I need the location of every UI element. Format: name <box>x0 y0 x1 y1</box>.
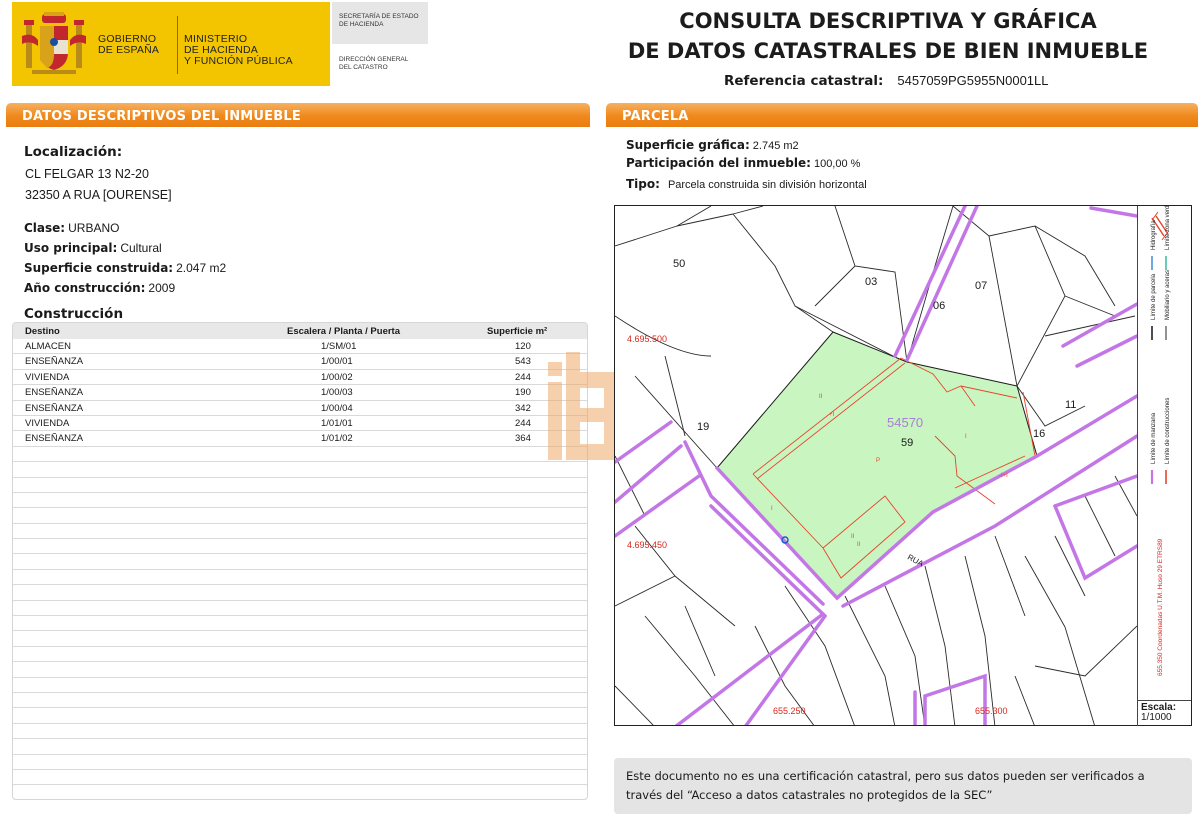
map-scale <box>1137 700 1191 726</box>
cell-destino: ENSEÑANZA <box>25 433 84 445</box>
disclaimer-line-1: Este documento no es una certificación catastral, pero sus datos pueden ser verificados a <box>626 769 1145 783</box>
table-row <box>13 739 587 754</box>
superficie-value: 2.047 m2 <box>176 261 227 275</box>
table-row <box>13 447 587 462</box>
table-row <box>13 708 587 723</box>
cell-escalera: 1/00/01 <box>321 356 353 368</box>
cell-escalera: 1/00/03 <box>321 387 353 399</box>
cell-escalera: 1/SM/01 <box>321 341 357 352</box>
gobierno-text: GOBIERNO DE ESPAÑA <box>98 33 160 56</box>
legend-canvas <box>1138 206 1192 704</box>
section-title: DATOS DESCRIPTIVOS DEL INMUEBLE <box>22 109 301 124</box>
coord-x-2: 655.300 <box>975 706 1008 716</box>
cell-destino: ALMACEN <box>25 341 71 352</box>
section-parcela <box>606 103 1198 131</box>
map-label-07: 07 <box>975 280 988 292</box>
street-label: RUA <box>905 552 926 569</box>
table-row <box>13 693 587 708</box>
bld-label-i-1: I <box>771 506 773 512</box>
header-escalera: Escalera / Planta / Puerta <box>287 326 401 337</box>
bld-label-i-2: I <box>965 434 967 440</box>
map-legend <box>1137 206 1191 704</box>
cell-escalera: 1/00/02 <box>321 371 353 383</box>
cell-superficie: 244 <box>515 417 531 429</box>
bld-label-ii-3: II <box>851 534 855 540</box>
disclaimer-box <box>614 758 1192 814</box>
legend-limite-construcciones: Límite de construcciones <box>1165 397 1171 464</box>
coord-y-1: 4.695.500 <box>627 334 668 344</box>
coord-x-1: 655.250 <box>773 706 806 716</box>
cell-superficie: 543 <box>515 356 531 368</box>
table-row <box>13 785 587 800</box>
table-row <box>13 616 587 631</box>
table-row <box>13 554 587 569</box>
construction-table <box>12 322 588 800</box>
section-datos-descriptivos <box>6 103 590 131</box>
table-row <box>13 601 587 616</box>
header-destino: Destino <box>25 326 60 337</box>
anio-value: 2009 <box>148 281 176 295</box>
cell-escalera: 1/01/02 <box>321 433 353 445</box>
table-row <box>13 416 587 431</box>
cell-superficie: 120 <box>515 341 531 352</box>
address-line-1: CL FELGAR 13 N2-20 <box>25 167 149 181</box>
table-row <box>13 478 587 493</box>
table-row <box>13 370 587 385</box>
map-label-03: 03 <box>865 276 878 288</box>
coord-y-2: 4.695.450 <box>627 540 668 550</box>
parcel-code-label: 54570 <box>887 415 924 430</box>
gobierno-logo-block <box>12 2 330 86</box>
tipo-row: Tipo: Parcela construida sin división horizontal <box>626 177 867 191</box>
cell-superficie: 190 <box>515 387 531 399</box>
bld-label-ii-1: II <box>819 394 823 400</box>
table-row <box>13 724 587 739</box>
table-row <box>13 339 587 354</box>
map-label-16: 16 <box>1033 428 1046 440</box>
table-row <box>13 385 587 400</box>
cell-escalera: 1/01/01 <box>321 417 353 429</box>
address-line-2: 32350 A RUA [OURENSE] <box>25 188 172 202</box>
table-row <box>13 401 587 416</box>
table-row <box>13 647 587 662</box>
table-header <box>13 323 587 339</box>
header-superficie: Superficie m² <box>487 326 548 337</box>
table-row <box>13 770 587 785</box>
table-row <box>13 678 587 693</box>
table-row <box>13 462 587 477</box>
cell-destino: ENSEÑANZA <box>25 356 84 368</box>
superficie-grafica-value: 2.745 m2 <box>752 140 799 152</box>
bld-label-p: P <box>876 458 881 464</box>
cell-escalera: 1/00/04 <box>321 402 353 414</box>
legend-limite-parcela: Límite de parcela <box>1151 273 1157 320</box>
map-label-06: 06 <box>933 300 946 312</box>
tipo-value: Parcela construida sin división horizontal <box>667 179 867 191</box>
table-row <box>13 539 587 554</box>
cell-superficie: 342 <box>515 402 531 414</box>
participacion-row: Participación del inmueble: 100,00 % <box>626 156 861 170</box>
secretaria-block <box>332 2 428 44</box>
legend-coordenadas: 655.350 Coordenadas U.T.M. Huso 29 ETRS89 <box>1157 538 1164 676</box>
cell-superficie: 244 <box>515 371 531 383</box>
referencia-label: Referencia catastral: <box>724 73 884 89</box>
clase-row: Clase: URBANO <box>24 221 120 235</box>
table-row <box>13 585 587 600</box>
section-title: PARCELA <box>622 109 689 124</box>
scale-label: Escala: <box>1141 702 1177 713</box>
cell-destino: ENSEÑANZA <box>25 402 84 414</box>
table-row <box>13 631 587 646</box>
scale-value: 1/1000 <box>1141 712 1172 723</box>
cell-superficie: 364 <box>515 433 531 445</box>
localizacion-label: Localización: <box>24 144 123 160</box>
cell-destino: ENSEÑANZA <box>25 387 84 399</box>
secretaria-text: SECRETARÍA DE ESTADO DE HACIENDA <box>339 13 419 28</box>
bld-label-ii-2: II <box>857 542 861 548</box>
direccion-text: DIRECCIÓN GENERAL DEL CATASTRO <box>339 56 409 71</box>
map-label-19: 19 <box>697 421 710 433</box>
clase-value: URBANO <box>68 221 120 235</box>
map-label-11: 11 <box>1065 399 1077 411</box>
spain-coat-of-arms-icon <box>20 10 88 80</box>
participacion-value: 100,00 % <box>813 158 861 170</box>
uso-row: Uso principal: Cultural <box>24 241 162 255</box>
referencia-value: 5457059PG5955N0001LL <box>897 73 1049 88</box>
disclaimer-line-2: través del “Acceso a datos catastrales no protegidos de la SEC” <box>626 788 993 802</box>
anio-row: Año construcción: 2009 <box>24 281 176 295</box>
table-row <box>13 662 587 677</box>
uso-value: Cultural <box>120 241 162 255</box>
table-row <box>13 524 587 539</box>
table-row <box>13 755 587 770</box>
superficie-row: Superficie construida: 2.047 m2 <box>24 261 227 275</box>
map-label-50: 50 <box>673 258 686 270</box>
table-row <box>13 354 587 369</box>
table-row <box>13 570 587 585</box>
cadastral-map[interactable] <box>614 205 1192 726</box>
referencia-catastral <box>724 72 1049 89</box>
legend-zona-verde: Límite zona verde <box>1165 206 1171 250</box>
bld-label-hi2: +I <box>829 412 835 418</box>
legend-limite-manzana: Límite de manzana <box>1151 412 1157 464</box>
page-title: CONSULTA DESCRIPTIVA Y GRÁFICA DE DATOS CATASTRALES DE BIEN INMUEBLE <box>627 9 1149 63</box>
logo-divider <box>177 16 178 74</box>
legend-mobiliario: Mobiliario y aceras <box>1165 269 1171 320</box>
cell-destino: VIVIENDA <box>25 371 70 383</box>
table-row <box>13 431 587 446</box>
table-row <box>13 508 587 523</box>
superficie-grafica-row: Superficie gráfica: 2.745 m2 <box>626 138 799 152</box>
map-label-59: 59 <box>901 437 914 449</box>
table-body <box>13 339 587 800</box>
bld-label-hi: -I+I <box>999 473 1008 479</box>
cell-destino: VIVIENDA <box>25 417 70 429</box>
construccion-title: Construcción <box>24 306 124 322</box>
ministerio-text: MINISTERIO DE HACIENDA Y FUNCIÓN PÚBLICA <box>184 33 293 67</box>
legend-hidrografia: Hidrografía <box>1151 220 1157 250</box>
table-row <box>13 493 587 508</box>
